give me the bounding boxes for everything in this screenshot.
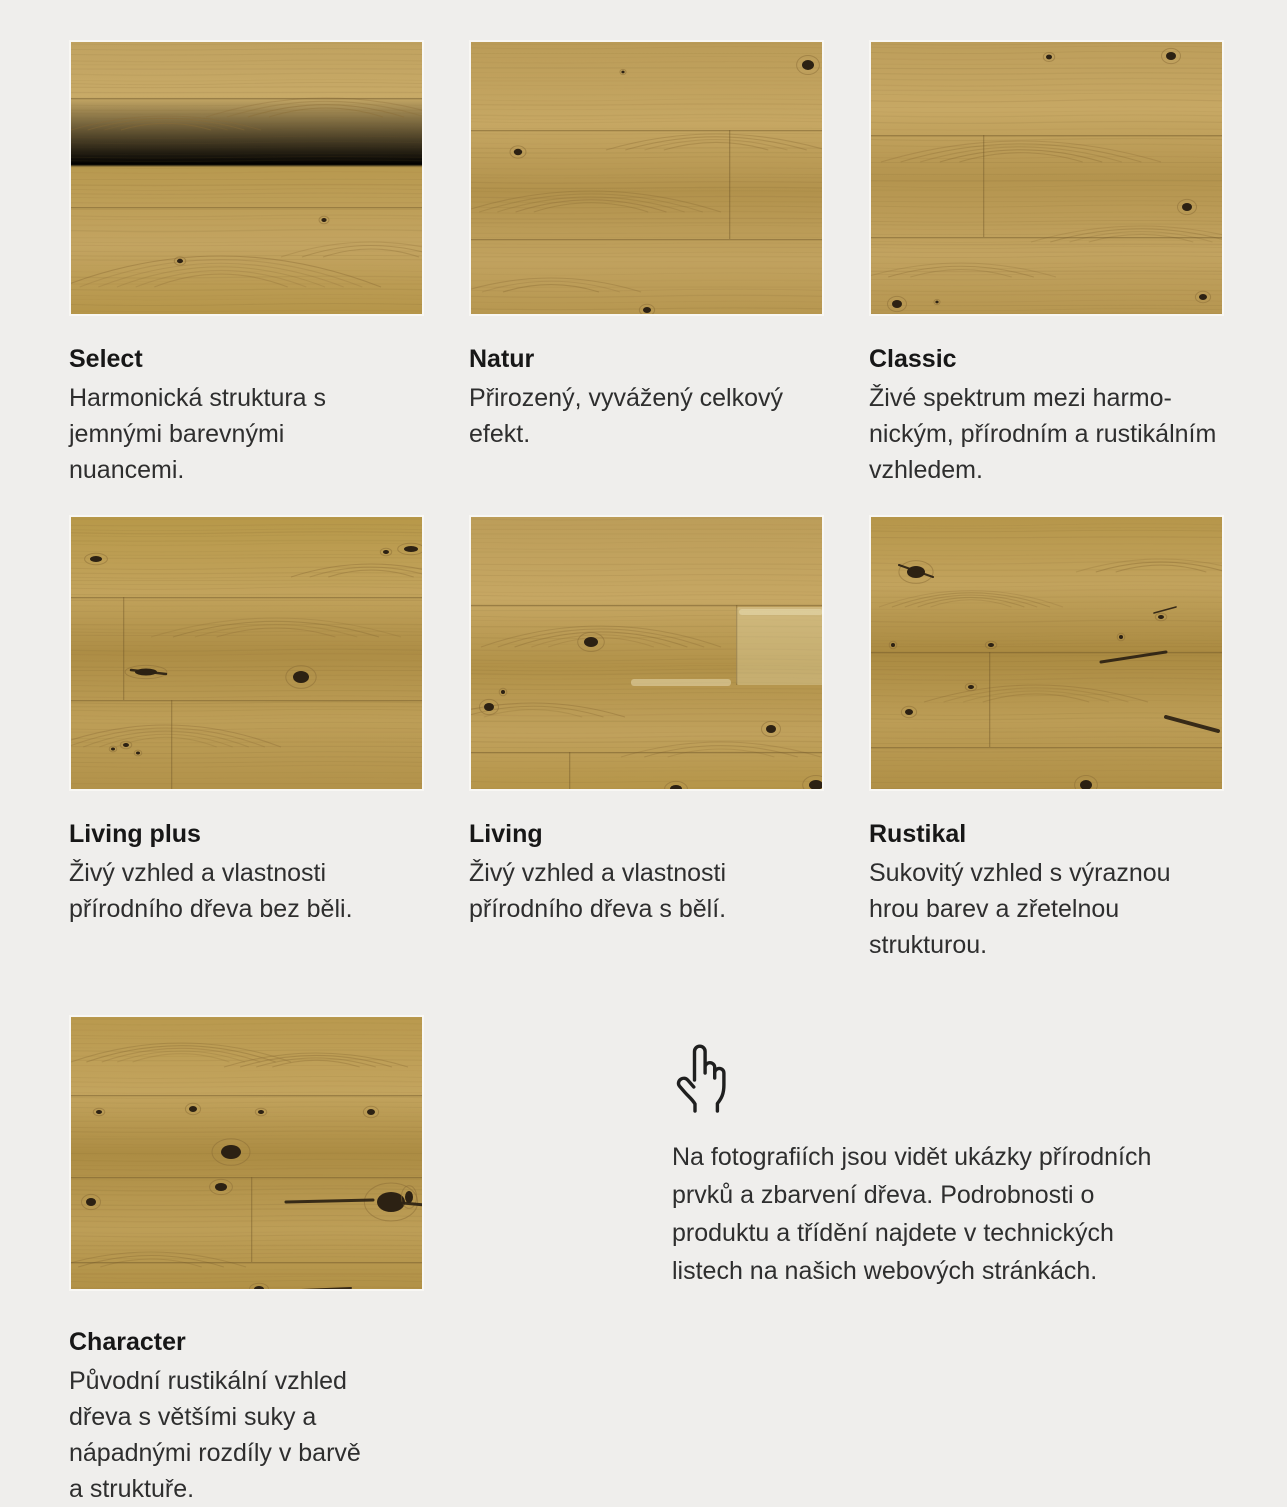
note-text: Na fotografiích jsou vidět ukázky přírodních prvků a zbarvení dřeva. Podrobnosti o produktu a třídění najdete v technických listech na našich webových stránkách.: [672, 1143, 1152, 1285]
wood-sample-image-living-plus: [69, 515, 424, 791]
grade-title: Rustikal: [869, 820, 967, 848]
grade-description: Živý vzhled a vlastnosti přírodního dřeva s bělí.: [469, 859, 727, 923]
grade-card-select: [69, 40, 424, 488]
grade-card-living-plus: [69, 515, 424, 927]
photo-note: [672, 1040, 1192, 1290]
grade-title: Classic: [869, 345, 957, 373]
grade-card-living: [469, 515, 824, 927]
grade-card-rustikal: [869, 515, 1224, 963]
grade-title: Living: [469, 820, 543, 848]
wood-sample-image-character: [69, 1015, 424, 1291]
grade-title: Select: [69, 345, 143, 373]
grade-description: Přirozený, vyvážený celkový efekt.: [469, 384, 784, 448]
wood-sample-image-select: [69, 40, 424, 316]
grade-description: Harmonická struktura s jemnými barevnými nuancemi.: [69, 384, 327, 484]
grade-description: Sukovitý vzhled s výraznou hrou barev a zřetelnou strukturou.: [869, 859, 1171, 959]
grade-description: Původní rustikální vzhled dřeva s většími suky a nápadnými rozdíly v barvě a struktuře.: [69, 1367, 361, 1503]
grade-title: Living plus: [69, 820, 201, 848]
grade-title: Natur: [469, 345, 535, 373]
wood-sample-image-living: [469, 515, 824, 791]
grade-card-classic: [869, 40, 1224, 488]
wood-sample-image-classic: [869, 40, 1224, 316]
pointer-hand-icon: [674, 1040, 732, 1116]
grade-description: Živý vzhled a vlastnosti přírodního dřeva bez běli.: [69, 859, 353, 923]
wood-sample-image-natur: [469, 40, 824, 316]
grade-description: Živé spektrum mezi harmonickým, přírodním a rustikálním vzhledem.: [869, 384, 1217, 484]
wood-sample-image-rustikal: [869, 515, 1224, 791]
grade-title: Character: [69, 1328, 186, 1356]
grade-card-natur: [469, 40, 824, 452]
grade-card-character: [69, 1015, 424, 1507]
